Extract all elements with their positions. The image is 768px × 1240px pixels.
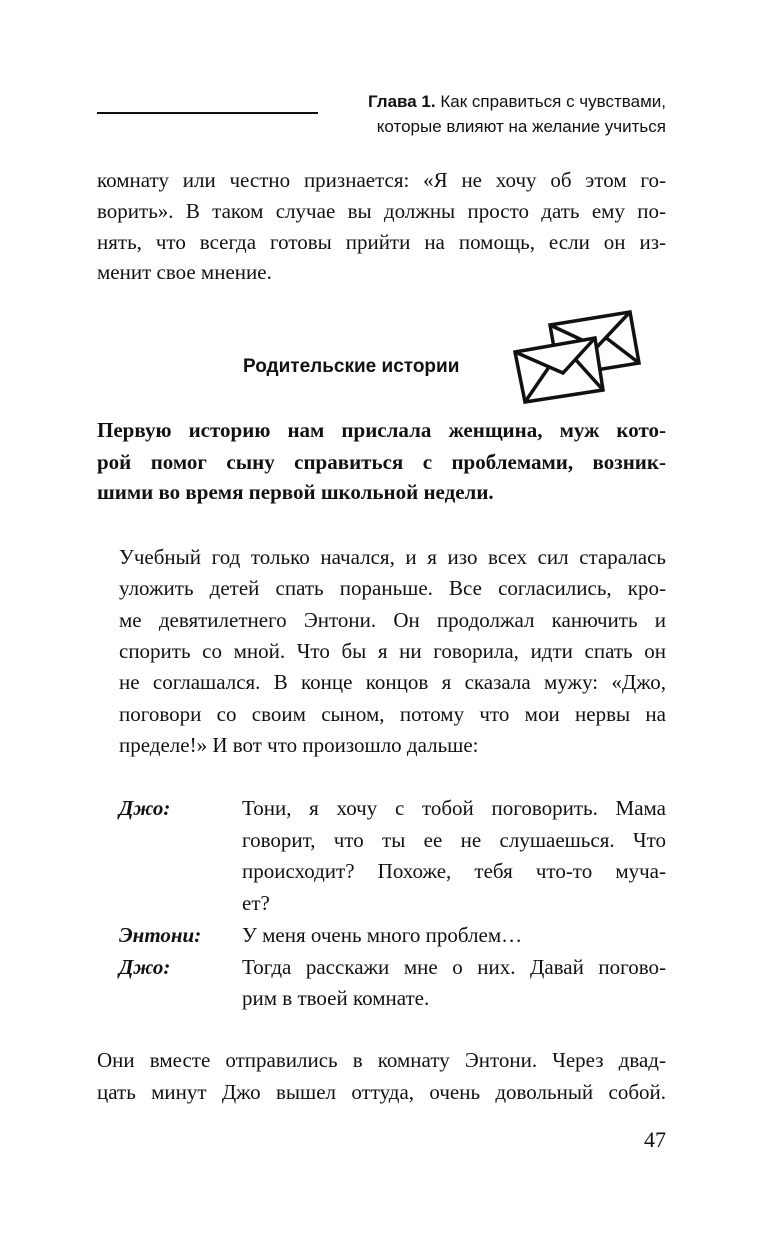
text-line: комнату или честно признается: «Я не хочу об этом го- <box>97 168 666 192</box>
dialogue-line: рим в твоей комнате. <box>242 986 430 1010</box>
text-line: уложить детей спать пораньше. Все согласились, кро- <box>119 576 666 600</box>
text-line: рой помог сыну справиться с проблемами, возник- <box>97 450 666 474</box>
text-line: ме девятилетнего Энтони. Он продолжал канючить и <box>119 608 666 632</box>
text-line: спорить со мной. Что бы я ни говорила, идти спать он <box>119 639 666 663</box>
speaker-name: Джо: <box>119 796 171 820</box>
dialogue-line: ет? <box>242 891 270 915</box>
envelopes-icon <box>0 0 768 420</box>
text-line: менит свое мнение. <box>97 260 272 284</box>
text-line: поговори со своим сыном, потому что мои нервы на <box>119 702 666 726</box>
text-line: шими во время первой школьной недели. <box>97 480 494 504</box>
chapter-title-1: Как справиться с чувствами, <box>435 92 666 111</box>
text-line: Они вместе отправились в комнату Энтони. Через двад- <box>97 1048 666 1072</box>
chapter-title-2: которые влияют на желание учиться <box>376 117 666 136</box>
dialogue-line: говорит, что ты ее не слушаешься. Что <box>242 828 666 852</box>
text-line: пределе!» И вот что произошло дальше: <box>119 733 479 757</box>
dialogue-line: происходит? Похоже, тебя что-то муча- <box>242 859 666 883</box>
dialogue-line: Тогда расскажи мне о них. Давай погово- <box>242 955 666 979</box>
text-line: не соглашался. В конце концов я сказала мужу: «Джо, <box>119 670 666 694</box>
text-line: нять, что всегда готовы прийти на помощь, если он из- <box>97 230 666 254</box>
text-line: цать минут Джо вышел оттуда, очень довольный собой. <box>97 1080 666 1104</box>
speaker-name: Джо: <box>119 955 171 979</box>
dialogue-line: Тони, я хочу с тобой поговорить. Мама <box>242 796 666 820</box>
dialogue-line: У меня очень много проблем… <box>242 923 523 947</box>
text-line: Учебный год только начался, и я изо всех сил старалась <box>119 545 666 569</box>
speaker-name: Энтони: <box>119 923 202 947</box>
section-heading: Родительские истории <box>243 356 460 377</box>
text-line: ворить». В таком случае вы должны просто дать ему по- <box>97 199 666 223</box>
text-line: Первую историю нам прислала женщина, муж кото- <box>97 418 666 442</box>
chapter-label: Глава 1. <box>367 92 436 111</box>
page-number: 47 <box>644 1127 666 1152</box>
